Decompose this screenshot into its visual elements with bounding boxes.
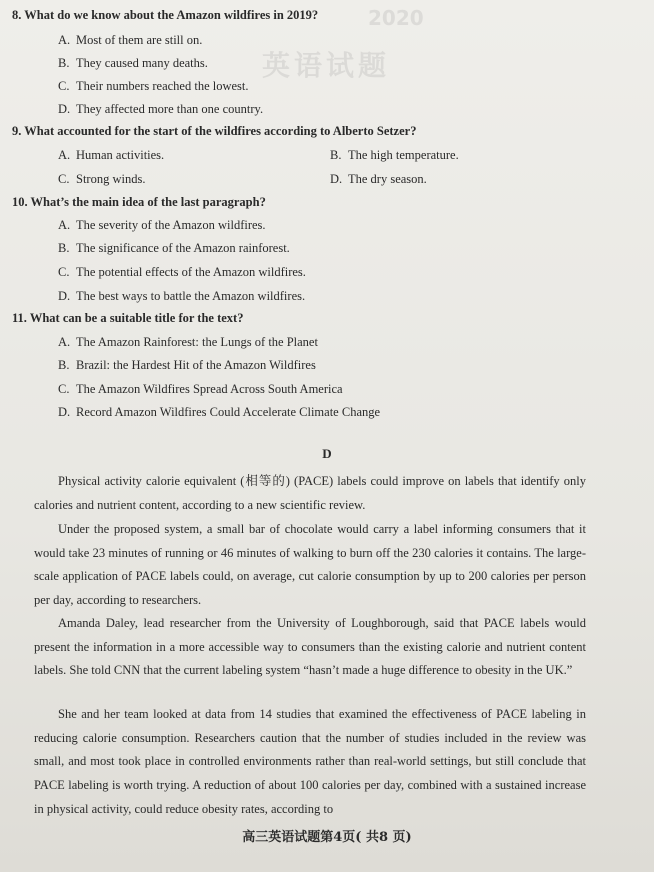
passage-paragraph-4: She and her team looked at data from 14 studies that examined the effectiveness of PACE labeling in reducing calorie consumption. Researchers caution that the number of studies included in the review was small, and most took place in controlled environments rather than real-world settings, but still conclude that PACE labeling is worth trying. A reduction of about 100 calories per day, combined with a sustained increase in physical activity, could reduce obesity rates, according to (34, 707, 586, 816)
show-through-year: 2020 (368, 6, 424, 30)
q11-option-a: A. The Amazon Rainforest: the Lungs of the Planet (58, 335, 318, 349)
passage-paragraph-1: Physical activity calorie equivalent (相等的) (PACE) labels could improve on labels that identify only calories and nutrient content, according to a new scientific review. (34, 474, 586, 512)
question-8-stem: 8. What do we know about the Amazon wildfires in 2019? (12, 8, 319, 22)
q10-option-b: B. The significance of the Amazon rainforest. (58, 241, 290, 255)
q9-option-d: D. The dry season. (330, 172, 427, 186)
q11-option-c: C. The Amazon Wildfires Spread Across South America (58, 382, 343, 396)
q8-option-b: B. They caused many deaths. (58, 56, 208, 70)
question-11-stem: 11. What can be a suitable title for the text? (12, 311, 244, 325)
question-10-stem: 10. What’s the main idea of the last paragraph? (12, 195, 266, 209)
q8-option-c: C. Their numbers reached the lowest. (58, 79, 249, 93)
q9-option-c: C. Strong winds. (58, 172, 146, 186)
passage-paragraph-2: Under the proposed system, a small bar of chocolate would carry a label informing consumers that it would take 23 minutes of running or 46 minutes of walking to burn off the 230 calories it contains. The large-scale application of PACE labels could, on average, cut calorie consumption by up to 200 calories per person per day, according to researchers. (34, 522, 586, 608)
section-d-title: D (322, 446, 332, 461)
q11-option-d: D. Record Amazon Wildfires Could Accelerate Climate Change (58, 405, 381, 419)
q10-option-a: A. The severity of the Amazon wildfires. (58, 218, 266, 232)
q9-option-a: A. Human activities. (58, 148, 165, 162)
q9-option-b: B. The high temperature. (330, 148, 459, 162)
q8-option-a: A. Most of them are still on. (58, 33, 203, 47)
page-footer: 高三英语试题第4页( 共8 页) (242, 830, 412, 845)
question-9-stem: 9. What accounted for the start of the wildfires according to Alberto Setzer? (12, 124, 417, 138)
show-through-heading: 英语试题 (262, 49, 391, 82)
q10-option-c: C. The potential effects of the Amazon wildfires. (58, 265, 306, 279)
q11-option-b: B. Brazil: the Hardest Hit of the Amazon Wildfires (58, 358, 316, 372)
passage-paragraph-3: Amanda Daley, lead researcher from the University of Loughborough, said that PACE labels would present the information in a more accessible way to consumers than the existing calorie and nutrient content labels. She told CNN that the current labeling system “hasn’t made a huge difference to obesity in the UK.” (34, 616, 586, 678)
q8-option-d: D. They affected more than one country. (58, 102, 264, 116)
q10-option-d: D. The best ways to battle the Amazon wildfires. (58, 289, 306, 303)
